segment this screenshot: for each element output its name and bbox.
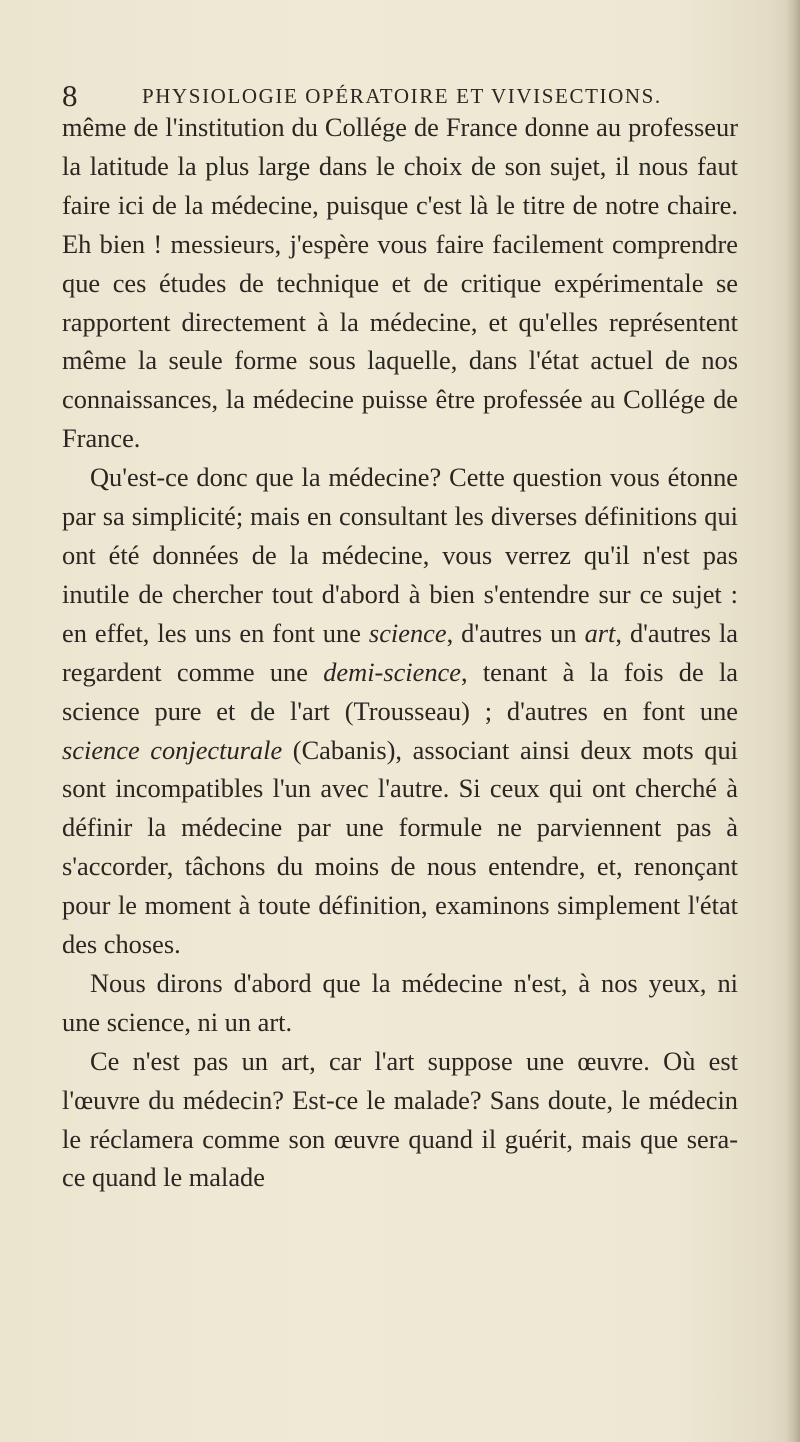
page-edge-shadow [786,0,800,1442]
text-run: Nous dirons d'abord que la médecine n'est, à nos yeux, ni une science, ni un art. [62,967,738,1037]
text-run: , tenant à la fois de la science pure et de l'art (Trousseau) ; d'autres en font une [62,656,738,726]
paragraph-1 [62,108,738,458]
italic-term-art: art [584,617,616,648]
italic-term-science-conjecturale: science conjecturale [62,734,283,765]
text-run: Ce n'est pas un art, car l'art suppose une œuvre. Où est l'œuvre du médecin? Est-ce le malade? Sans doute, le médecin le réclamera comme son œuvre quand il guérit, mais que sera-ce quand le malade [62,1045,738,1193]
paragraph-4 [62,1042,738,1198]
page-number: 8 [62,78,78,113]
text-run: même de l'institution du Collége de France donne au professeur la latitude la plus large dans le choix de son sujet, il nous faut faire ici de la médecine, puisque c'est là le titre de notre chaire. Eh bien ! messieurs, j'espère vous faire facilement comprendre que ces études de technique et de critique expérimentale se rapportent directement à la médecine, et qu'elles représentent même la seule forme sous laquelle, dans l'état actuel de nos connaissances, la médecine puisse être professée au Collége de France. [62,112,738,454]
text-run: , d'autres la regardent comme une [62,617,738,687]
text-run: Qu'est-ce donc que la médecine? Cette question vous étonne par sa simplicité; mais en consultant les diverses définitions qui ont été données de la médecine, vous verrez qu'il n'est pas inutile de chercher tout d'abord à bien s'entendre sur ce sujet : en effet, les uns en font une [62,462,738,648]
text-run: (Cabanis), associant ainsi deux mots qui sont incompatibles l'un avec l'autre. Si ceux qui ont cherché à définir la médecine par une formule ne parviennent pas à s'accorder, tâchons du moins de nous entendre, et, renonçant pour le moment à toute définition, examinons simplement l'état des choses. [62,734,738,960]
running-title: PHYSIOLOGIE OPÉRATOIRE ET VIVISECTIONS. [142,84,662,108]
text-run: , d'autres un [446,617,585,648]
paragraph-3 [62,964,738,1042]
italic-term-demi-science: demi-science [323,656,461,687]
italic-term-science: science [368,617,447,648]
body-text [62,108,738,1197]
paragraph-2 [62,458,738,964]
